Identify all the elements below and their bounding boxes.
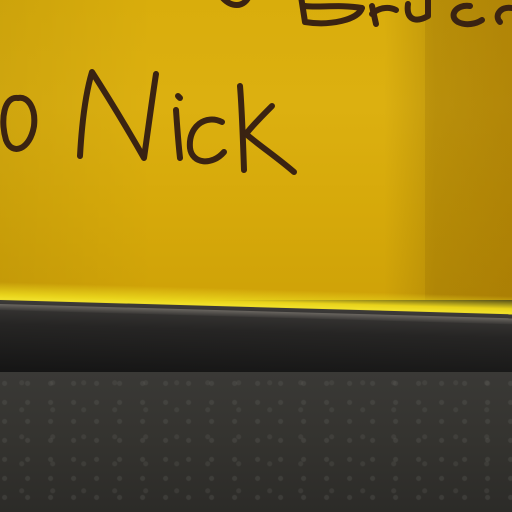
handwriting-line-1 [218, 0, 512, 24]
handwriting-line-2 [3, 72, 294, 172]
desk-surface [0, 372, 512, 512]
